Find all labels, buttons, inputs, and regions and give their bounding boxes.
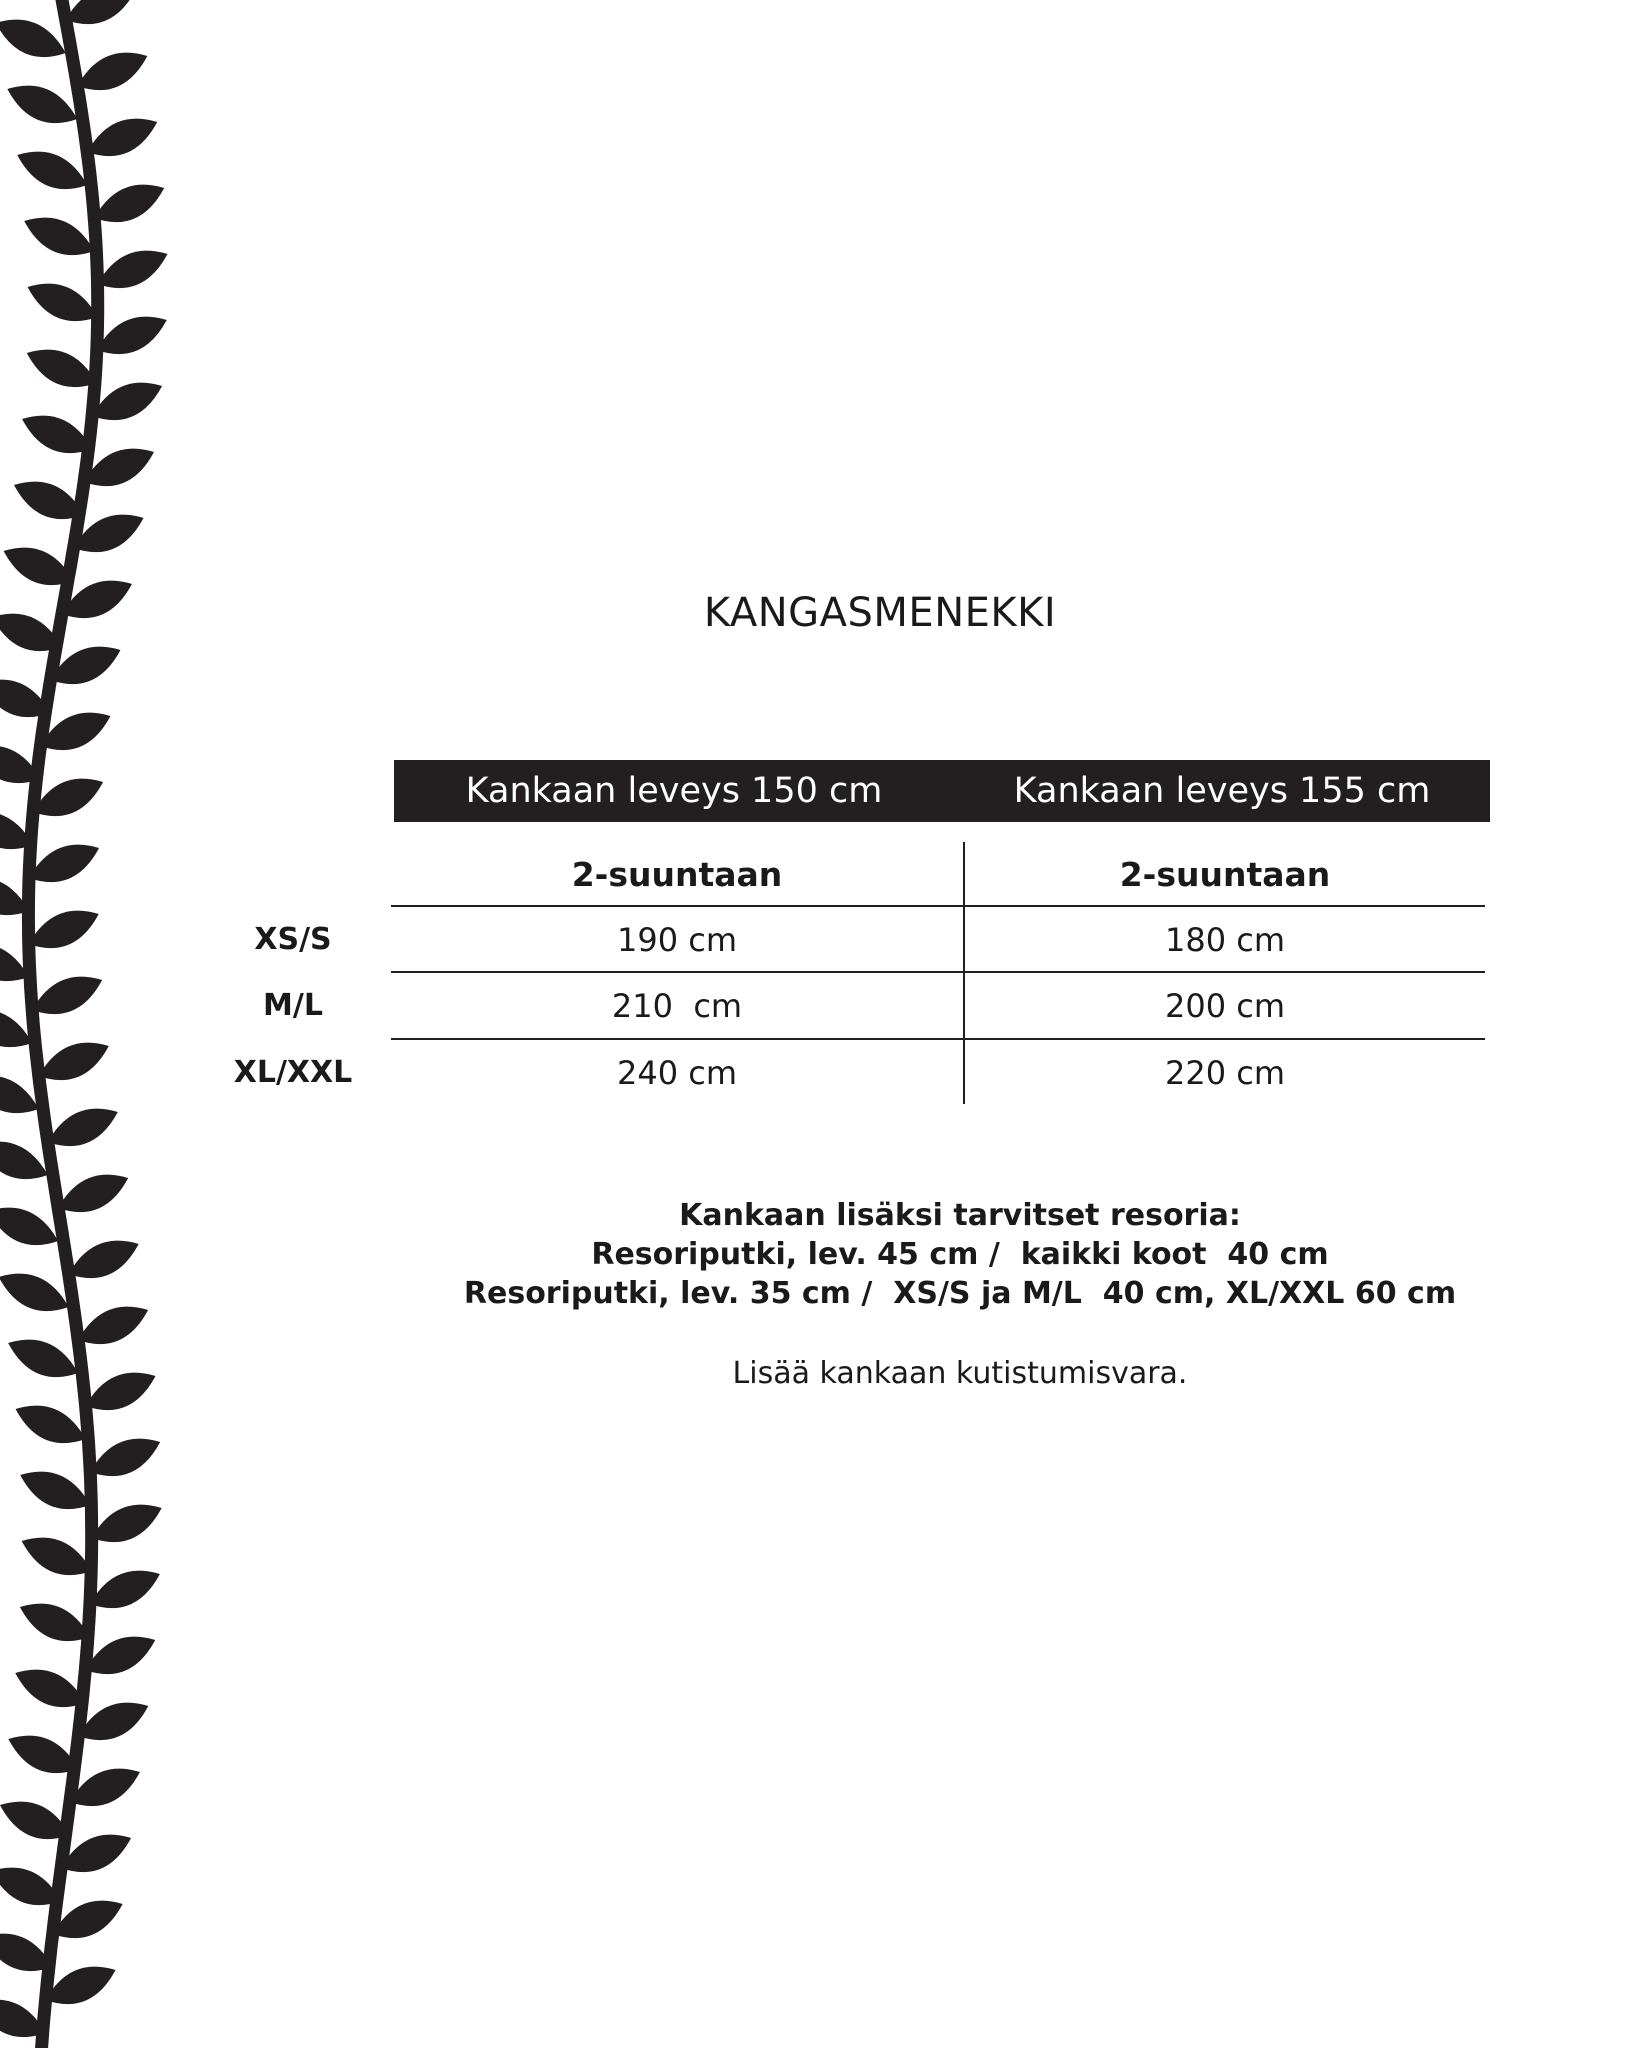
leaf-icon: [8, 1736, 78, 1774]
leaf-icon: [78, 1307, 148, 1345]
cell-m-l-150: 210 cm: [611, 987, 743, 1025]
leaf-icon: [48, 1109, 118, 1147]
leaf-icon: [20, 1472, 90, 1510]
shrinkage-note: Lisää kankaan kutistumisvara.: [732, 1356, 1188, 1391]
cell-xs-s-155: 180 cm: [1164, 921, 1285, 959]
rib-45: Resoriputki, lev. 45 cm / kaikki koot 40 cm: [591, 1237, 1329, 1272]
size-label-m-l: M/L: [263, 988, 323, 1023]
leaf-icon: [77, 53, 147, 91]
cell-xl-xxl-150: 240 cm: [616, 1054, 737, 1092]
leaf-icon: [86, 1373, 156, 1411]
leaf-icon: [16, 1406, 86, 1444]
leaf-icon: [22, 1538, 92, 1576]
leaf-icon: [20, 1604, 90, 1642]
leaf-vine-icon: [0, 0, 200, 2048]
leaf-icon: [0, 1802, 70, 1840]
size-label-xl-xxl: XL/XXL: [233, 1055, 353, 1090]
leaf-icon: [85, 1637, 155, 1675]
cell-m-l-155: 200 cm: [1164, 987, 1285, 1025]
leaf-icon: [29, 911, 99, 949]
leaf-icon: [0, 20, 66, 58]
leaf-icon: [58, 1175, 128, 1213]
leaf-icon: [61, 1835, 131, 1873]
leaf-icon: [14, 482, 84, 520]
leaf-icon: [66, 0, 136, 24]
size-label-xs-s: XS/S: [254, 922, 332, 957]
leaf-icon: [70, 1769, 140, 1807]
leaf-icon: [8, 1340, 78, 1378]
leaf-icon: [0, 1868, 61, 1906]
leaf-icon: [27, 350, 97, 388]
rib-35: Resoriputki, lev. 35 cm / XS/S ja M/L 40 cm, XL/XXL 60 cm: [463, 1276, 1457, 1311]
leaf-icon: [94, 185, 164, 223]
rib-intro: Kankaan lisäksi tarvitset resoria:: [679, 1198, 1241, 1233]
cell-xs-s-150: 190 cm: [616, 921, 737, 959]
leaf-icon: [33, 779, 103, 817]
leaf-icon: [84, 449, 154, 487]
leaf-icon: [98, 251, 168, 289]
leaf-icon: [92, 1505, 162, 1543]
leaf-icon: [24, 218, 94, 256]
leaf-icon: [0, 1208, 58, 1246]
leaf-icon: [90, 1439, 160, 1477]
row-divider: [391, 971, 1485, 973]
cell-xl-xxl-155: 220 cm: [1164, 1054, 1285, 1092]
subheader-150: 2-suuntaan: [571, 855, 783, 894]
leaf-icon: [28, 284, 98, 322]
rib-requirements: [400, 1196, 1520, 1313]
leaf-icon: [90, 1571, 160, 1609]
subheader-155: 2-suuntaan: [1119, 855, 1331, 894]
leaf-icon: [22, 416, 92, 454]
leaf-icon: [15, 1670, 85, 1708]
leaf-icon: [4, 548, 74, 586]
leaf-icon: [29, 845, 99, 883]
leaf-icon: [46, 1967, 116, 2005]
leaf-icon: [78, 1703, 148, 1741]
leaf-icon: [32, 977, 102, 1015]
header-width-155: Kankaan leveys 155 cm: [1013, 771, 1431, 811]
leaf-icon: [92, 383, 162, 421]
leaf-icon: [0, 1274, 69, 1312]
header-width-150: Kankaan leveys 150 cm: [465, 771, 883, 811]
leaf-icon: [87, 119, 157, 157]
leaf-icon: [97, 317, 167, 355]
row-divider: [391, 905, 1485, 907]
page-title: KANGASMENEKKI: [703, 590, 1057, 636]
leaf-icon: [53, 1901, 123, 1939]
leaf-icon: [0, 1142, 48, 1180]
leaf-icon: [17, 152, 87, 190]
leaf-icon: [7, 86, 77, 124]
leaf-icon: [39, 1043, 109, 1081]
leaf-icon: [69, 1241, 139, 1279]
table-header-bar: [394, 760, 1490, 822]
row-divider: [391, 1038, 1485, 1040]
